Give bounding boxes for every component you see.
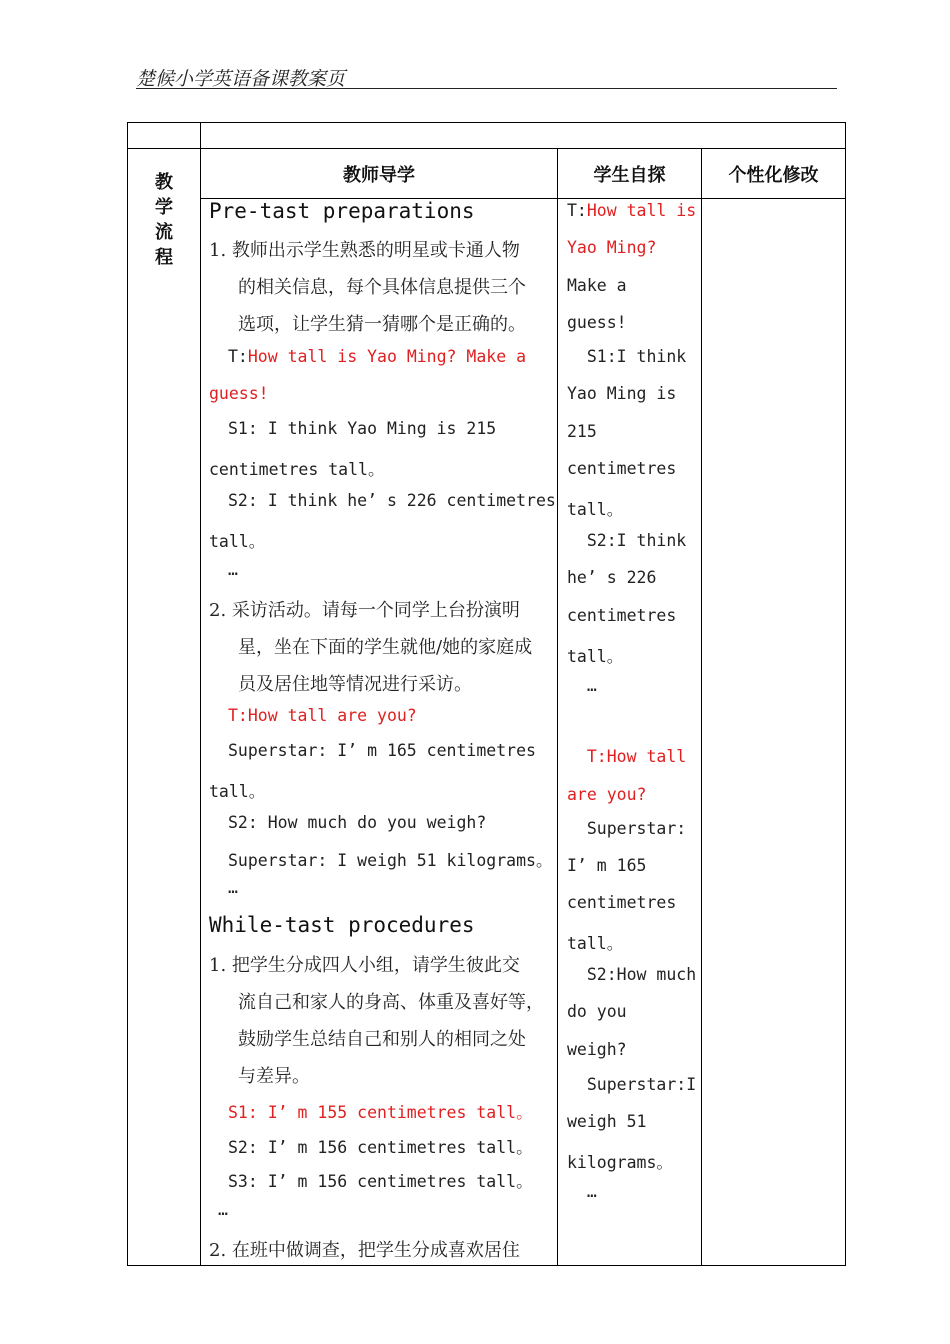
list-item: 2. 采访活动。请每一个同学上台扮演明 [209,600,520,621]
student-line: S1:I think [567,347,687,366]
student-line: Yao Ming is [567,384,677,403]
dialogue-line: tall。 [209,532,266,551]
page-header-title: 楚候小学英语备课教案页 [136,68,346,90]
dialogue-line [228,347,526,366]
table-border-left [127,122,128,1266]
dialogue-line: S1: I think Yao Ming is 215 [228,419,497,438]
dialogue-line: S2: I think he’ s 226 centimetres [228,491,556,510]
list-item: 2. 在班中做调查，把学生分成喜欢居住 [209,1240,520,1261]
student-line: he’ s 226 [567,568,657,587]
table-row-divider [127,148,846,149]
list-item-cont: 员及居住地等情况进行采访。 [238,674,472,695]
student-line: guess! [567,313,627,332]
list-item-cont: 鼓励学生总结自己和别人的相同之处 [238,1029,526,1050]
side-label-char: 教 [155,172,173,193]
dialogue-line: S3: I’ m 156 centimetres tall。 [228,1172,533,1191]
student-line [567,201,696,220]
list-item: 1. 教师出示学生熟悉的明星或卡通人物 [209,240,520,261]
student-line: tall。 [567,934,624,953]
list-item: 1. 把学生分成四人小组，请学生彼此交 [209,955,520,976]
student-line: centimetres [567,606,677,625]
student-line: tall。 [567,647,624,666]
student-line: do you [567,1002,627,1021]
list-item-cont: 的相关信息，每个具体信息提供三个 [238,277,526,298]
revision-column [702,199,845,1265]
list-item-cont: 流自己和家人的身高、体重及喜好等， [238,992,544,1013]
list-item-cont: 星，坐在下面的学生就他/她的家庭成 [238,637,533,658]
col-header-teacher: 教师导学 [343,165,415,186]
list-item-cont: 与差异。 [238,1066,310,1087]
dialogue-line: guess! [209,384,269,403]
student-line: 215 [567,422,597,441]
side-label-teaching-process [150,170,178,270]
ellipsis: … [228,878,238,897]
dialogue-line: Superstar: I’ m 165 centimetres [228,741,536,760]
student-line: … [567,1182,597,1201]
speaker-prefix: T: [228,347,248,366]
section-heading-pre-task: Pre-tast preparations [209,199,475,223]
student-line: Superstar: [567,819,687,838]
section-heading-while-task: While-tast procedures [209,913,475,937]
student-line: Superstar:I [567,1075,697,1094]
ellipsis: … [228,560,238,579]
student-line: are you? [567,785,647,804]
student-line: Yao Ming? [567,238,657,257]
dialogue-line: centimetres tall。 [209,460,385,479]
line-text-red: How tall is [586,201,697,220]
list-item-cont: 选项，让学生猜一猜哪个是正确的。 [238,314,526,335]
student-line: kilograms。 [567,1153,673,1172]
table-border-top [127,122,846,123]
dialogue-line: tall。 [209,782,266,801]
table-col-divider-1 [200,122,201,1266]
side-label-char: 流 [155,222,173,243]
student-line: T:How tall [567,747,687,766]
teacher-question: How tall is Yao Ming? Make a [247,347,527,366]
dialogue-line: Superstar: I weigh 51 kilograms。 [228,851,553,870]
student-line: Make a [567,276,627,295]
dialogue-line: T:How tall are you? [228,706,417,725]
student-line: I’ m 165 [567,856,647,875]
student-line: weigh 51 [567,1112,647,1131]
student-line: centimetres [567,459,677,478]
col-header-student: 学生自探 [593,165,666,186]
ellipsis: … [218,1200,228,1219]
dialogue-line: S2: How much do you weigh? [228,813,487,832]
header-rule [136,88,837,89]
side-label-char: 程 [155,247,173,268]
table-border-right [845,122,846,1266]
student-line: S2:How much [567,965,697,984]
student-line: weigh? [567,1040,627,1059]
table-col-divider-2 [557,148,558,1266]
side-label-char: 学 [155,197,173,218]
dialogue-line: S1: I’ m 155 centimetres tall。 [228,1103,533,1122]
student-line: … [567,676,597,695]
col-header-revision: 个性化修改 [728,165,819,186]
table-border-bottom [127,1265,846,1266]
line-text: T: [567,201,587,220]
student-line: S2:I think [567,531,687,550]
dialogue-line: S2: I’ m 156 centimetres tall。 [228,1138,533,1157]
student-line: tall。 [567,500,624,519]
student-line: centimetres [567,893,677,912]
